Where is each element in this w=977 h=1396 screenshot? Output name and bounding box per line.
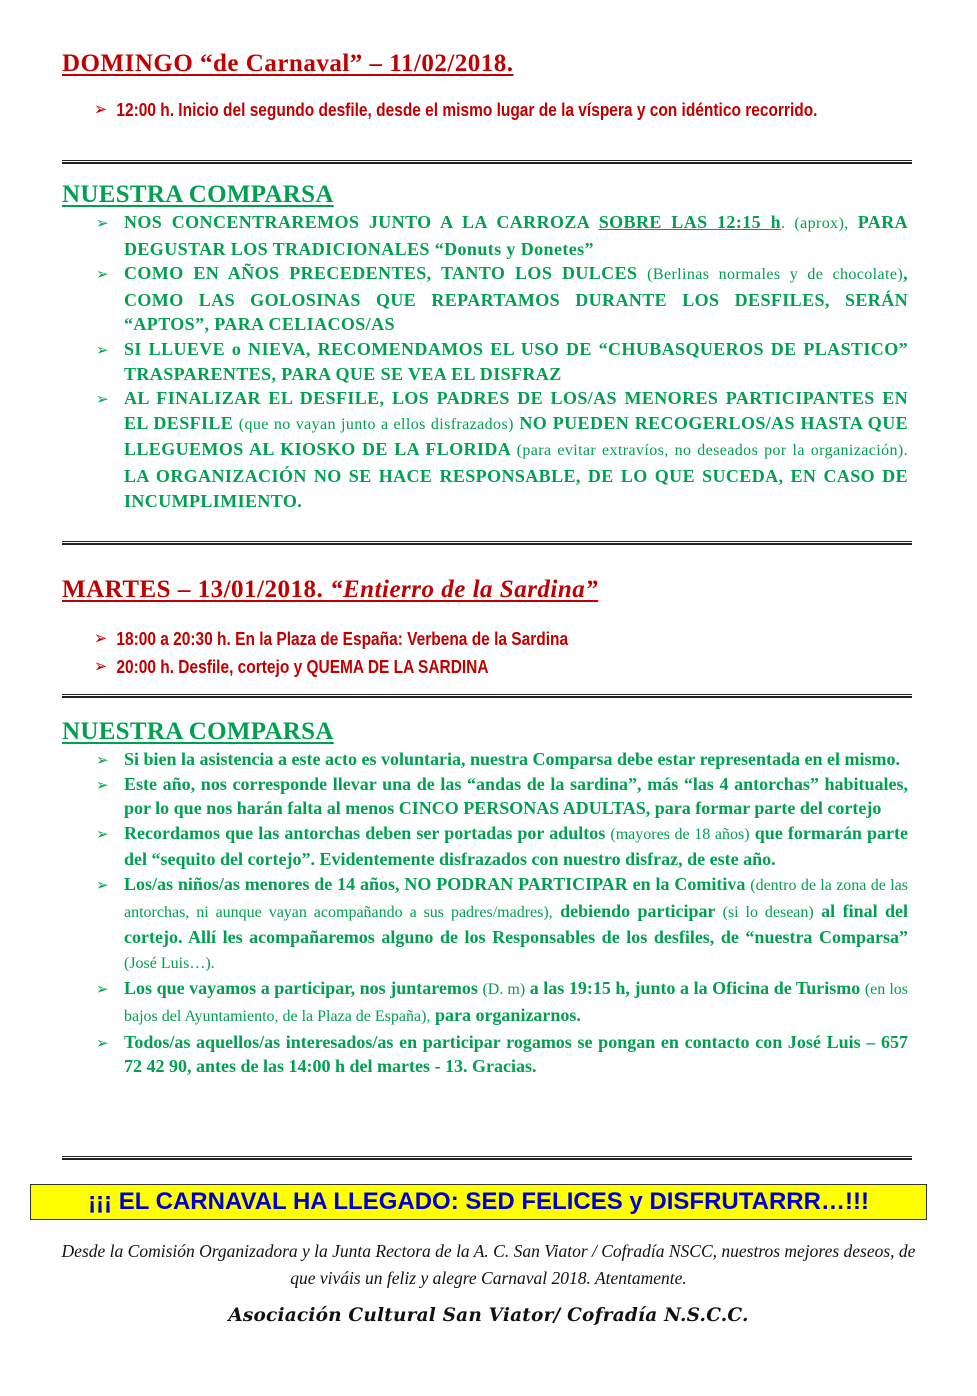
tuesday-item: ➢ 20:00 h. Desfile, cortejo y QUEMA DE LA SARDINA <box>94 653 568 681</box>
arrow-bullet-icon: ➢ <box>96 390 109 409</box>
tuesday-list <box>94 625 645 681</box>
text-run: (en los bajos del Ayuntamiento, de la Plaza de España), <box>124 981 909 1025</box>
tuesday-heading: MARTES – 13/01/2018. “Entierro de la Sardina” <box>62 576 599 603</box>
list-item <box>96 210 908 261</box>
comparsa2-heading: NUESTRA COMPARSA <box>62 718 334 745</box>
arrow-bullet-icon: ➢ <box>96 340 109 359</box>
text-run: (que no vayan junto a ellos disfrazados) <box>238 415 514 433</box>
text-run: que formarán parte del “sequito del cortejo”. Evidentemente disfrazados con nuestro disfraz, de este año. <box>124 822 908 870</box>
divider <box>62 541 912 545</box>
divider <box>62 1156 912 1160</box>
arrow-bullet-icon: ➢ <box>94 656 107 677</box>
text-run: Este año, nos corresponde llevar una de las “andas de la sardina”, más “las 4 antorchas” habituales, por lo que nos harán falta al menos CINCO PERSONAS ADULTAS, para formar parte del cortejo <box>124 773 908 819</box>
sunday-item: ➢ 12:00 h. Inicio del segundo desfile, desde el mismo lugar de la víspera y con idéntico recorrido. <box>94 96 817 124</box>
arrow-bullet-icon: ➢ <box>96 751 109 769</box>
text-run: a las 19:15 h, junto a la Oficina de Turismo <box>525 978 865 999</box>
text-run: COMO EN AÑOS PRECEDENTES, TANTO LOS DULCES <box>124 263 648 284</box>
text-run: (D. m) <box>482 981 526 999</box>
arrow-bullet-icon: ➢ <box>96 214 109 232</box>
arrow-bullet-icon: ➢ <box>96 980 109 999</box>
arrow-bullet-icon: ➢ <box>94 628 107 649</box>
arrow-bullet-icon: ➢ <box>96 775 109 794</box>
arrow-bullet-icon: ➢ <box>96 875 109 894</box>
text-run: . (aprox), <box>780 215 858 232</box>
list-item <box>96 872 908 976</box>
list-item <box>96 337 908 386</box>
closing-message: Desde la Comisión Organizadora y la Junta Rectora de la A. C. San Viator / Cofradía NSCC, nuestros mejores deseos, de que viváis un feliz y alegre Carnaval 2018. Atentamente. <box>61 1241 916 1288</box>
arrow-bullet-icon: ➢ <box>96 824 109 843</box>
signature: Asociación Cultural San Viator/ Cofradía N.S.C.C. <box>228 1305 749 1326</box>
text-run: LA ORGANIZACIÓN NO SE HACE RESPONSABLE, DE LO QUE SUCEDA, EN CASO DE INCUMPLIMIENTO. <box>124 465 908 511</box>
text-run: Los que vayamos a participar, nos juntaremos <box>124 978 483 999</box>
list-item <box>96 821 908 872</box>
text-run: (para evitar extravíos, no deseados por la organización). <box>516 442 908 460</box>
list-item <box>96 976 908 1029</box>
text-run: para organizarnos. <box>430 1004 581 1025</box>
text-run: PARA DEGUSTAR LOS TRADICIONALES “Donuts y Donetes” <box>124 212 909 259</box>
comparsa1-list <box>96 210 908 513</box>
text-run: NOS CONCENTRAREMOS JUNTO A LA CARROZA <box>124 212 599 232</box>
tuesday-item: ➢ 18:00 a 20:30 h. En la Plaza de España: Verbena de la Sardina <box>94 625 568 653</box>
text-run: AL FINALIZAR EL DESFILE, LOS PADRES DE LOS/AS MENORES PARTICIPANTES EN EL DESFILE <box>124 388 908 433</box>
list-item <box>96 261 908 337</box>
text-run: (dentro de la zona de las antorchas, ni aunque vayan acompañando a sus padres/madres), <box>124 876 908 921</box>
arrow-bullet-icon: ➢ <box>96 265 109 284</box>
text-run: (José Luis…). <box>124 954 215 972</box>
comparsa2-list <box>96 747 908 1079</box>
text-run: Los/as niños/as menores de 14 años, NO PODRAN PARTICIPAR en la Comitiva <box>124 873 751 894</box>
sunday-list <box>94 96 935 124</box>
text-run: , COMO LAS GOLOSINAS QUE REPARTAMOS DURANTE LOS DESFILES, SERÁN “APTOS”, PARA CELIACOS/AS <box>124 263 908 335</box>
comparsa1-heading: NUESTRA COMPARSA <box>62 181 334 208</box>
text-run: (si lo desean) <box>722 903 814 921</box>
tuesday-heading-title: “Entierro de la Sardina” <box>329 576 599 603</box>
sunday-heading: DOMINGO “de Carnaval” – 11/02/2018. <box>62 50 514 77</box>
arrow-bullet-icon: ➢ <box>94 99 107 120</box>
list-item <box>96 772 908 821</box>
text-run: Todos/as aquellos/as interesados/as en participar rogamos se pongan en contacto con José Luis – 657 72 42 90, antes de las 14:00 h del martes - 13. Gracias. <box>124 1031 908 1077</box>
text-run: (Berlinas normales y de chocolate) <box>647 266 904 284</box>
list-item <box>96 747 908 772</box>
text-run: SOBRE LAS 12:15 h <box>598 212 781 232</box>
text-run: Si bien la asistencia a este acto es voluntaria, nuestra Comparsa debe estar representada en el mismo. <box>124 749 900 769</box>
list-item <box>96 386 908 513</box>
divider <box>62 160 912 164</box>
text-run: debiendo participar <box>552 900 723 921</box>
text-run: (mayores de 18 años) <box>610 825 750 843</box>
carnival-banner: ¡¡¡ EL CARNAVAL HA LLEGADO: SED FELICES y DISFRUTARRR…!!! <box>30 1184 927 1220</box>
list-item <box>96 1030 908 1079</box>
text-run: al final del cortejo. Allí les acompañaremos alguno de los Responsables de los desfiles, de “nuestra Comparsa” <box>124 900 908 948</box>
text-run: Recordamos que las antorchas deben ser portadas por adultos <box>124 822 611 843</box>
divider <box>62 694 912 698</box>
text-run: NO PUEDEN RECOGERLOS/AS HASTA QUE LLEGUEMOS AL KIOSKO DE LA FLORIDA <box>124 412 908 460</box>
text-run: SI LLUEVE o NIEVA, RECOMENDAMOS EL USO DE “CHUBASQUEROS DE PLASTICO” TRASPARENTES, PARA QUE SE VEA EL DISFRAZ <box>124 338 908 384</box>
arrow-bullet-icon: ➢ <box>96 1033 109 1052</box>
